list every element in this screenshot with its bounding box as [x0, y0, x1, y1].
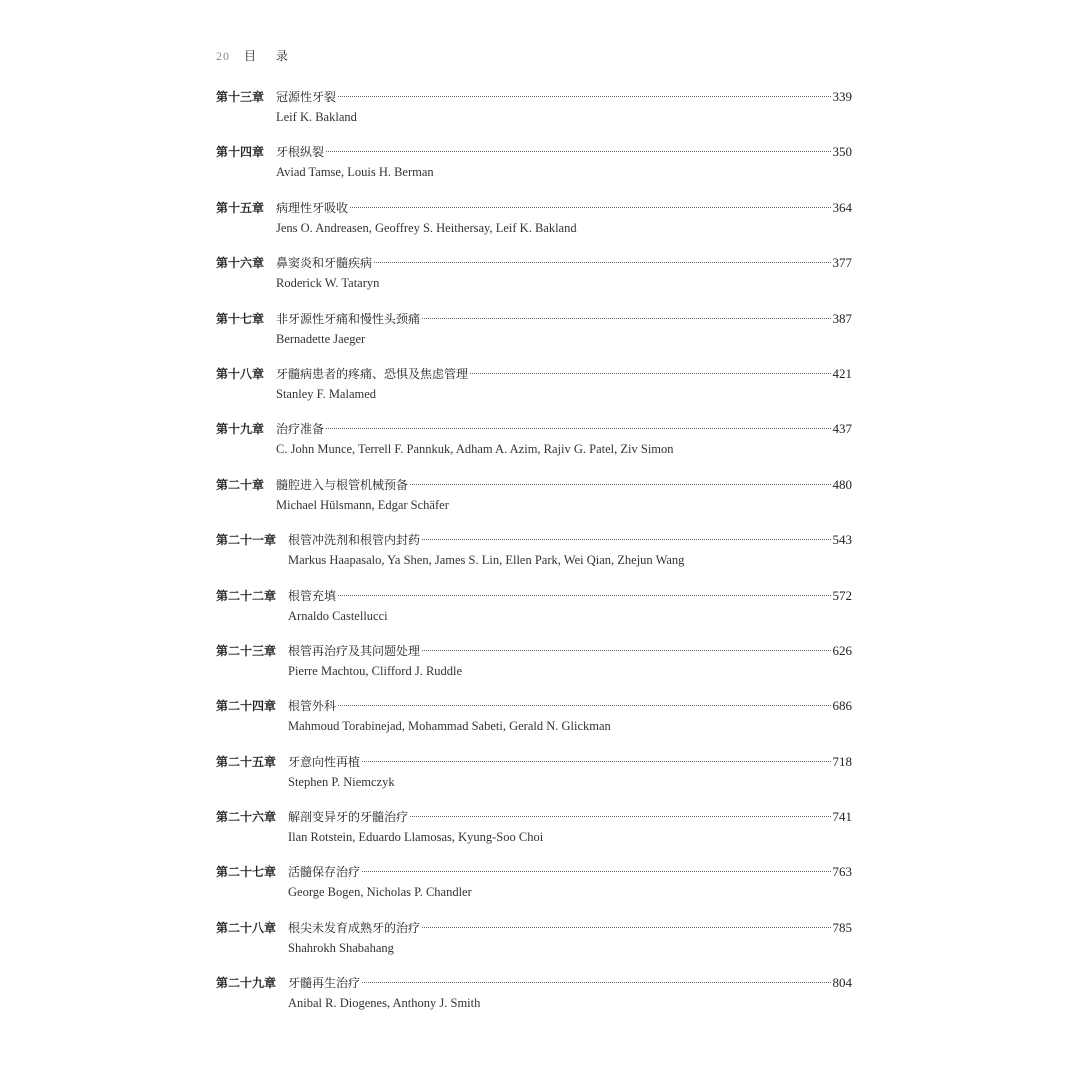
toc-entry-heading	[216, 863, 852, 885]
chapter-title: 非牙源性牙痛和慢性头颈痛	[276, 311, 421, 326]
toc-entry-heading	[216, 919, 852, 941]
toc-entry	[216, 753, 852, 808]
page-reference: 718	[832, 753, 852, 769]
chapter-title: 病理性牙吸收	[276, 200, 349, 215]
toc-entry-heading	[216, 199, 852, 221]
chapter-authors: Arnaldo Castellucci	[288, 608, 388, 623]
chapter-authors: C. John Munce, Terrell F. Pannkuk, Adham A. Azim, Rajiv G. Patel, Ziv Simon	[276, 442, 674, 457]
page-reference: 364	[832, 199, 852, 215]
chapter-authors: Shahrokh Shabahang	[288, 940, 394, 955]
table-of-contents	[216, 88, 852, 1030]
chapter-number: 第十九章	[216, 422, 265, 437]
chapter-number: 第二十四章	[216, 699, 277, 714]
toc-entry	[216, 143, 852, 198]
chapter-title: 根管冲洗剂和根管内封药	[288, 533, 421, 548]
chapter-title: 根管外科	[288, 699, 337, 714]
toc-entry-heading	[216, 974, 852, 996]
chapter-title: 牙意向性再植	[288, 754, 361, 769]
toc-entry	[216, 587, 852, 642]
toc-entry-heading	[216, 531, 852, 553]
dot-leader	[362, 871, 830, 872]
dot-leader	[470, 373, 830, 374]
toc-entry	[216, 697, 852, 752]
toc-entry	[216, 531, 852, 586]
page-reference: 437	[832, 421, 852, 437]
toc-entry	[216, 919, 852, 974]
dot-leader	[350, 207, 830, 208]
toc-entry	[216, 476, 852, 531]
chapter-title: 牙根纵裂	[276, 145, 325, 160]
toc-entry	[216, 88, 852, 143]
page-reference: 763	[832, 864, 852, 880]
chapter-authors: Markus Haapasalo, Ya Shen, James S. Lin, Ellen Park, Wei Qian, Zhejun Wang	[288, 553, 685, 568]
dot-leader	[422, 927, 830, 928]
dot-leader	[362, 761, 830, 762]
chapter-number: 第十六章	[216, 256, 265, 271]
chapter-authors: Stanley F. Malamed	[276, 386, 377, 401]
toc-entry	[216, 420, 852, 475]
dot-leader	[338, 705, 830, 706]
chapter-title: 鼻窦炎和牙髓疾病	[276, 256, 373, 271]
toc-entry-heading	[216, 753, 852, 775]
chapter-title: 活髓保存治疗	[288, 865, 361, 880]
chapter-number: 第二十九章	[216, 976, 277, 991]
page-reference: 626	[832, 642, 852, 658]
toc-entry	[216, 310, 852, 365]
toc-entry-heading	[216, 143, 852, 165]
toc-entry	[216, 199, 852, 254]
chapter-title: 髓腔进入与根管机械预备	[276, 477, 409, 492]
toc-entry-heading	[216, 254, 852, 276]
page-reference: 377	[832, 255, 852, 271]
page-reference: 480	[832, 476, 852, 492]
toc-entry	[216, 974, 852, 1029]
chapter-title: 牙髓病患者的疼痛、恐惧及焦虑管理	[276, 366, 469, 381]
toc-entry	[216, 365, 852, 420]
page-reference: 350	[832, 144, 852, 160]
toc-entry	[216, 863, 852, 918]
chapter-authors: Jens O. Andreasen, Geoffrey S. Heithersay, Leif K. Bakland	[276, 220, 577, 235]
dot-leader	[338, 595, 830, 596]
dot-leader	[422, 650, 830, 651]
page-reference: 421	[832, 365, 852, 381]
chapter-authors: Michael Hülsmann, Edgar Schäfer	[276, 497, 449, 512]
chapter-authors: Bernadette Jaeger	[276, 331, 366, 346]
chapter-authors: Stephen P. Niemczyk	[288, 774, 395, 789]
chapter-number: 第二十五章	[216, 754, 277, 769]
chapter-number: 第二十八章	[216, 920, 277, 935]
chapter-number: 第二十六章	[216, 810, 277, 825]
chapter-title: 根尖未发育成熟牙的治疗	[288, 920, 421, 935]
dot-leader	[326, 428, 830, 429]
toc-entry-heading	[216, 420, 852, 442]
toc-entry	[216, 254, 852, 309]
section-title: 目 录	[244, 49, 296, 63]
chapter-number: 第二十二章	[216, 588, 277, 603]
toc-entry-heading	[216, 88, 852, 110]
chapter-authors: Leif K. Bakland	[276, 110, 357, 124]
chapter-authors: Aviad Tamse, Louis H. Berman	[276, 165, 434, 180]
chapter-authors: Anibal R. Diogenes, Anthony J. Smith	[288, 996, 481, 1011]
chapter-title: 牙髓再生治疗	[288, 976, 361, 991]
dot-leader	[374, 262, 830, 263]
chapter-number: 第十七章	[216, 311, 265, 326]
toc-entry-heading	[216, 808, 852, 830]
chapter-number: 第二十七章	[216, 865, 277, 880]
chapter-number: 第十四章	[216, 145, 265, 160]
toc-entry-heading	[216, 310, 852, 332]
chapter-authors: Pierre Machtou, Clifford J. Ruddle	[288, 663, 463, 678]
chapter-number: 第十八章	[216, 366, 265, 381]
toc-entry-heading	[216, 476, 852, 498]
toc-entry	[216, 642, 852, 697]
chapter-authors: Roderick W. Tataryn	[276, 276, 380, 291]
dot-leader	[338, 96, 830, 97]
chapter-title: 冠源性牙裂	[276, 90, 337, 104]
chapter-authors: Ilan Rotstein, Eduardo Llamosas, Kyung-Soo Choi	[288, 830, 544, 845]
chapter-number: 第二十一章	[216, 533, 277, 548]
page-reference: 804	[832, 975, 852, 991]
chapter-authors: George Bogen, Nicholas P. Chandler	[288, 885, 472, 900]
chapter-title: 解剖变异牙的牙髓治疗	[288, 810, 409, 825]
dot-leader	[410, 484, 830, 485]
page-reference: 387	[832, 310, 852, 326]
toc-entry-heading	[216, 587, 852, 609]
page-header	[216, 47, 296, 64]
page-reference: 543	[832, 532, 852, 548]
dot-leader	[326, 151, 830, 152]
dot-leader	[422, 318, 830, 319]
chapter-number: 第十五章	[216, 200, 265, 215]
dot-leader	[362, 982, 830, 983]
page-number: 20	[216, 49, 230, 63]
page-reference: 572	[832, 587, 852, 603]
chapter-title: 根管再治疗及其问题处理	[288, 643, 421, 658]
chapter-number: 第二十章	[216, 477, 265, 492]
chapter-number: 第十三章	[216, 90, 265, 104]
page-reference: 741	[832, 809, 852, 825]
dot-leader	[410, 816, 830, 817]
toc-entry-heading	[216, 365, 852, 387]
toc-entry	[216, 808, 852, 863]
toc-entry-heading	[216, 697, 852, 719]
toc-entry-heading	[216, 642, 852, 664]
chapter-authors: Mahmoud Torabinejad, Mohammad Sabeti, Gerald N. Glickman	[288, 719, 611, 734]
page-reference: 339	[832, 89, 852, 104]
dot-leader	[422, 539, 830, 540]
chapter-title: 根管充填	[288, 588, 337, 603]
page-reference: 686	[832, 698, 852, 714]
chapter-number: 第二十三章	[216, 643, 277, 658]
chapter-title: 治疗准备	[276, 422, 325, 437]
page-reference: 785	[832, 919, 852, 935]
